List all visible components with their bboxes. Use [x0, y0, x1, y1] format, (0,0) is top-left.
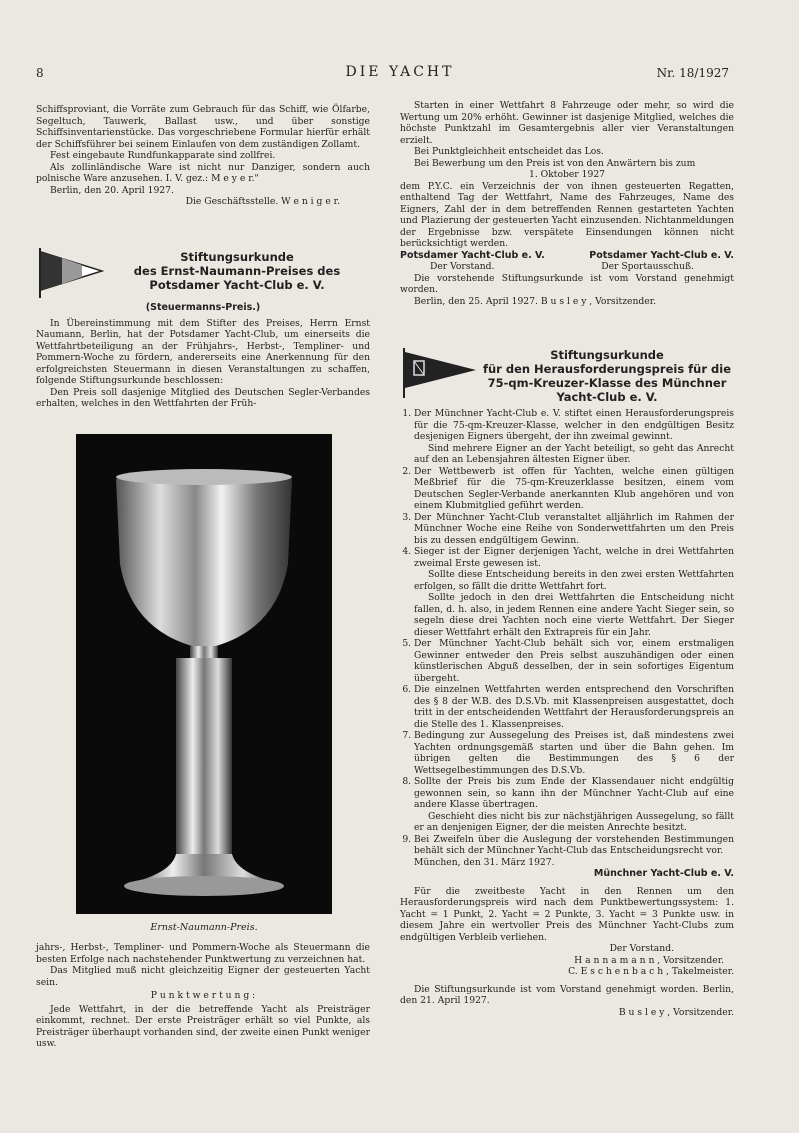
- paragraph: Die vorstehende Stiftungsurkunde ist vom Vorstand genehmigt worden.: [400, 272, 734, 295]
- heading: Stiftungsurkunde: [550, 348, 664, 362]
- date-line: Berlin, den 20. April 1927.: [50, 184, 174, 196]
- issue-number: Nr. 18/1927: [656, 66, 729, 80]
- list-item: 4. Sieger ist der Eigner derjenigen Yacht, welche in drei Wettfahrten zweimal Erste gewesen ist. Sollte diese Entscheidung bereits in den zwei ersten Wettfahrten erfolgen, so fällt die dritte Wettfahrt fort. Sollte jedoch in den drei Wettfahrten die Entscheidung nicht fallen, d. h. also, in jedem Rennen eine andere Yacht Sieger sein, so segeln diese drei Yachten noch eine vierte Wettfahrt. Der Sieger dieser Wettfahrt erhält den Extrapreis für ein Jahr.: [414, 546, 734, 638]
- board-names: [400, 261, 734, 273]
- signature: Die Geschäftsstelle. W e n i g e r.: [185, 196, 340, 207]
- club-name: Potsdamer Yacht-Club e. V.: [400, 249, 545, 261]
- muenchen-heading: [476, 348, 738, 404]
- subheading: (Steuermanns-Preis.): [145, 302, 261, 313]
- magazine-title: DIE YACHT: [345, 64, 455, 80]
- paragraph: Für die zweitbeste Yacht in den Rennen um den Herausforderungspreis wird nach dem Punktbewertungssystem: 1. Yacht = 1 Punkt, 2. Yacht = 2 Punkte, 3. Yacht = 3 Punkte usw. in diesem Jahre ein wertvoller Preis des Münchner Yacht-Clubs zum endgültigen Verbleib verliehen.: [400, 885, 734, 943]
- naumann-body: [36, 302, 370, 410]
- page-number: 8: [36, 66, 44, 80]
- paragraph: Schiffsproviant, die Vorräte zum Gebrauch für das Schiff, wie Ölfarbe, Segeltuch, Tauwerk, Ballast usw., und über sonstige Schiffsinventarienstücke. Das vorgeschriebene Formular hierfür erhält der Schiffsführer bei seinem Einlaufen von dem zuständigen Zollamt.: [36, 104, 370, 150]
- paragraph: dem P.Y.C. ein Verzeichnis der von ihnen gesteuerten Regatten, enthaltend Tag der Wettfahrt, Name des Fahrzeuges, Name des Eigners, Zahl der in dem betreffenden Rennen gestarteten Yachten und Plazierung der gesteuerten Yacht einzusenden. Nichtanmeldungen der Ergebnisse bzw. verspätete Einsendungen können nicht berücksichtigt werden.: [400, 180, 734, 249]
- paragraph: Starten in einer Wettfahrt 8 Fahrzeuge oder mehr, so wird die Wertung um 20% erhöht. Gewinner ist dasjenige Mitglied, welches die höchste Punktzahl im Gesamtergebnis aller vier Veranstaltungen erzielt.: [400, 100, 734, 146]
- signature: B u s l e y , Vorsitzender.: [618, 1006, 734, 1018]
- deadline-date: 1. Oktober 1927: [528, 169, 606, 180]
- paragraph: Den Preis soll dasjenige Mitglied des Deutschen Segler-Verbandes erhalten, welches in den Wettfahrten der Früh-: [36, 386, 370, 409]
- list-item: 3. Der Münchner Yacht-Club veranstaltet alljährlich im Rahmen der Münchner Woche eine Reihe von Sonderwettfahrten um den Preis bis zu dessen endgültigem Gewinn.: [414, 512, 734, 547]
- list-item: 8. Sollte der Preis bis zum Ende der Klassendauer nicht endgültig gewonnen sein, so kann ihn der Münchner Yacht-Club auf eine andere Klasse übertragen. Geschieht dies nicht bis zur nächstjährigen Aussegelung, so fällt er an denjenigen Eigner, der die meisten Anrechte besitzt.: [414, 776, 734, 834]
- right-column-top: [400, 100, 734, 307]
- list-item: 7. Bedingung zur Aussegelung des Preises ist, daß mindestens zwei Yachten ordnungsgemäß starten und über die Bahn gehen. Im übrigen gelten die Bestimmungen des § 6 der Wettsegelbestimmungen des D.S.Vb.: [414, 730, 734, 776]
- list-item: 1. Der Münchner Yacht-Club e. V. stiftet einen Herausforderungspreis für die 75-qm-Kreuzer-Klasse, welcher in den endgültigen Besitz desjenigen Eigners übergeht, der ihn zweimal gewinnt. Sind mehrere Eigner an der Yacht beteiligt, so geht das Anrecht auf den an Lebensjahren ältesten Eigner über.: [414, 408, 734, 466]
- paragraph: In Übereinstimmung mit dem Stifter des Preises, Herrn Ernst Naumann, Berlin, hat der Potsdamer Yacht-Club, um einerseits die Wettfahrtbeteiligung an der Frühjahrs-, Herbst-, Templiner- und Pommern-Woche zu fördern, andererseits eine Anerkennung für den erfolgreichsten Steuermann in diesen Veranstaltungen zu schaffen, folgende Stiftungsurkunde beschlossen:: [36, 317, 370, 386]
- paragraph: jahrs-, Herbst-, Templiner- und Pommern-Woche als Steuermann die besten Erfolge nach nachstehender Punktwertung zu verzeichnen hat.: [36, 942, 370, 965]
- list-item: 2. Der Wettbewerb ist offen für Yachten, welche einen gültigen Meßbrief für die 75-qm-Kreuzerklasse besitzen, einem vom Deutschen Segler-Verbande anerkannten Klub angehören und von einem Klubmitglied geführt werden.: [414, 466, 734, 512]
- paragraph: Das Mitglied muß nicht gleichzeitig Eigner der gesteuerten Yacht sein.: [36, 965, 370, 988]
- club-name: Münchner Yacht-Club e. V.: [593, 868, 734, 879]
- list-item: 9. Bei Zweifeln über die Auslegung der vorstehenden Bestimmungen behält sich der Münchner Yacht-Club das Entscheidungsrecht vor.: [414, 834, 734, 857]
- paragraph: Bei Punktgleichheit entscheidet das Los.: [414, 146, 604, 157]
- list-item: 5. Der Münchner Yacht-Club behält sich vor, einem erstmaligen Gewinner entweder den Preis selbst auszuhändigen oder einen künstlerischen Abguß desselben, der in sein sofortiges Eigentum übergeht.: [414, 638, 734, 684]
- goblet-image: [76, 434, 332, 914]
- date-line: München, den 31. März 1927.: [414, 856, 555, 868]
- board-label: Der Sportausschuß.: [601, 261, 694, 272]
- muenchen-body: [400, 408, 734, 1018]
- list-item: 6. Die einzelnen Wettfahrten werden entsprechend den Vorschriften des § 8 der W.B. des D.S.Vb. mit Klassenpreisen ausgestattet, doch tritt in der entscheidenden Wettfahrt der Herausforderungspreis an die Stelle des 1. Klassenpreises.: [414, 684, 734, 730]
- heading: Stiftungsurkunde: [180, 250, 294, 264]
- signature: Berlin, den 25. April 1927. B u s l e y , Vorsitzender.: [414, 295, 657, 307]
- heading: des Ernst-Naumann-Preises des Potsdamer Yacht-Club e. V.: [133, 264, 341, 292]
- pennant-flag-icon: [402, 348, 478, 398]
- subheading: P u n k t w e r t u n g :: [150, 990, 256, 1001]
- signature: I. V. gez.: M e y e r.": [165, 173, 259, 184]
- signature: C. E s c h e n b a c h , Takelmeister.: [568, 966, 734, 977]
- naumann-heading: [106, 250, 368, 292]
- paragraph: Als zollinländische Ware ist nicht nur Danziger, sondern auch polnische Ware anzusehen. I. V. gez.: M e y e r.": [36, 161, 370, 184]
- club-names: [400, 250, 734, 262]
- pennant-flag-icon: [38, 248, 104, 298]
- photo-caption: Ernst-Naumann-Preis.: [150, 922, 258, 933]
- board-label: Der Vorstand.: [430, 261, 495, 272]
- paragraph: Jede Wettfahrt, in der die betreffende Yacht als Preisträger einkommt, rechnet. Der erste Preisträger erhält so viel Punkte, als Preisträger überhaupt vorhanden sind, der zweite einen Punkt weniger usw.: [36, 1003, 370, 1049]
- trophy-photo: [76, 434, 332, 914]
- naumann-body-cont: [36, 942, 370, 1050]
- paragraph: Die Stiftungsurkunde ist vom Vorstand genehmigt worden. Berlin, den 21. April 1927.: [400, 983, 734, 1006]
- board-label: Der Vorstand.: [609, 943, 674, 954]
- club-name: Potsdamer Yacht-Club e. V.: [589, 249, 734, 261]
- left-column-top: [36, 104, 370, 208]
- paragraph: Fest eingebaute Rundfunkapparate sind zollfrei.: [50, 150, 276, 161]
- signature: H a n n a m a n n , Vorsitzender.: [574, 954, 724, 966]
- paragraph: Bei Bewerbung um den Preis ist von den Anwärtern bis zum: [414, 157, 696, 169]
- heading: für den Herausforderungspreis für die 75-qm-Kreuzer-Klasse des Münchner Yacht-Club e. V.: [482, 362, 732, 404]
